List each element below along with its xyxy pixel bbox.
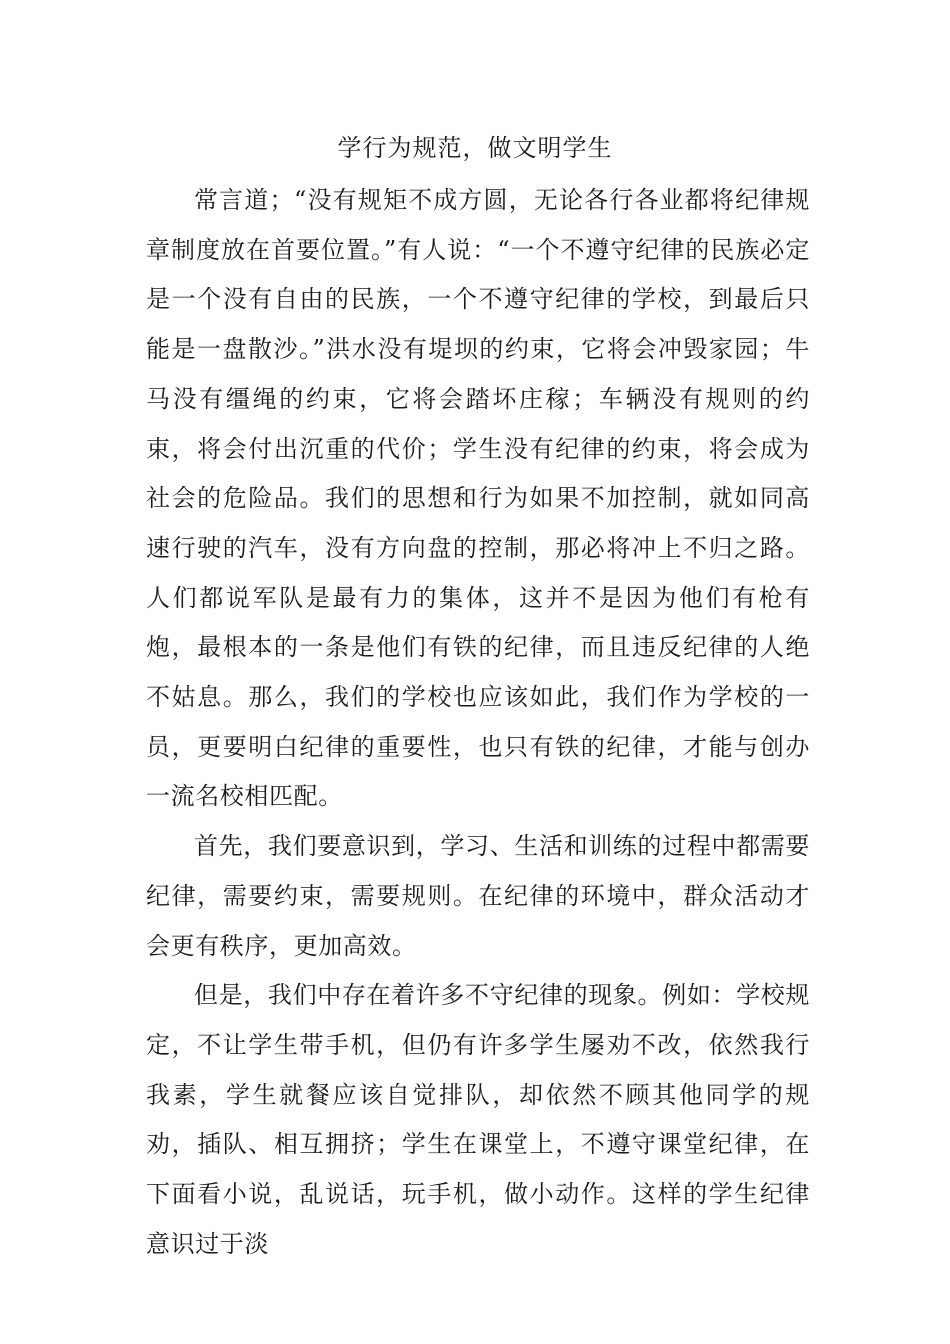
document-body [146,176,810,1269]
paragraph-3: 但是，我们中存在着许多不守纪律的现象。例如：学校规定，不让学生带手机，但仍有许多学生屡劝不改，依然我行我素，学生就餐应该自觉排队，却依然不顾其他同学的规劝，插队、相互拥挤；学生在课堂上，不遵守课堂纪律，在下面看小说，乱说话，玩手机，做小动作。这样的学生纪律意识过于淡 [146,981,810,1258]
paragraph-2: 首先，我们要意识到，学习、生活和训练的过程中都需要纪律，需要约束，需要规则。在纪律的环境中，群众活动才会更有秩序，更加高效。 [146,832,810,960]
document-title: 学行为规范，做文明学生 [337,134,613,162]
paragraph-1: 常言道；“没有规矩不成方圆，无论各行各业都将纪律规章制度放在首要位置。”有人说：“一个不遵守纪律的民族必定是一个没有自由的民族，一个不遵守纪律的学校，到最后只能是一盘散沙。”洪水没有堤坝的约束，它将会冲毁家园；牛马没有缰绳的约束，它将会踏坏庄稼；车辆没有规则的约束，将会付出沉重的代价；学生没有纪律的约束，将会成为社会的危险品。我们的思想和行为如果不加控制，就如同高速行驶的汽车，没有方向盘的控制，那必将冲上不归之路。人们都说军队是最有力的集体，这并不是因为他们有枪有炮，最根本的一条是他们有铁的纪律，而且违反纪律的人绝不姑息。那么，我们的学校也应该如此，我们作为学校的一员，更要明白纪律的重要性，也只有铁的纪律，才能与创办一流名校相匹配。 [146,186,810,811]
